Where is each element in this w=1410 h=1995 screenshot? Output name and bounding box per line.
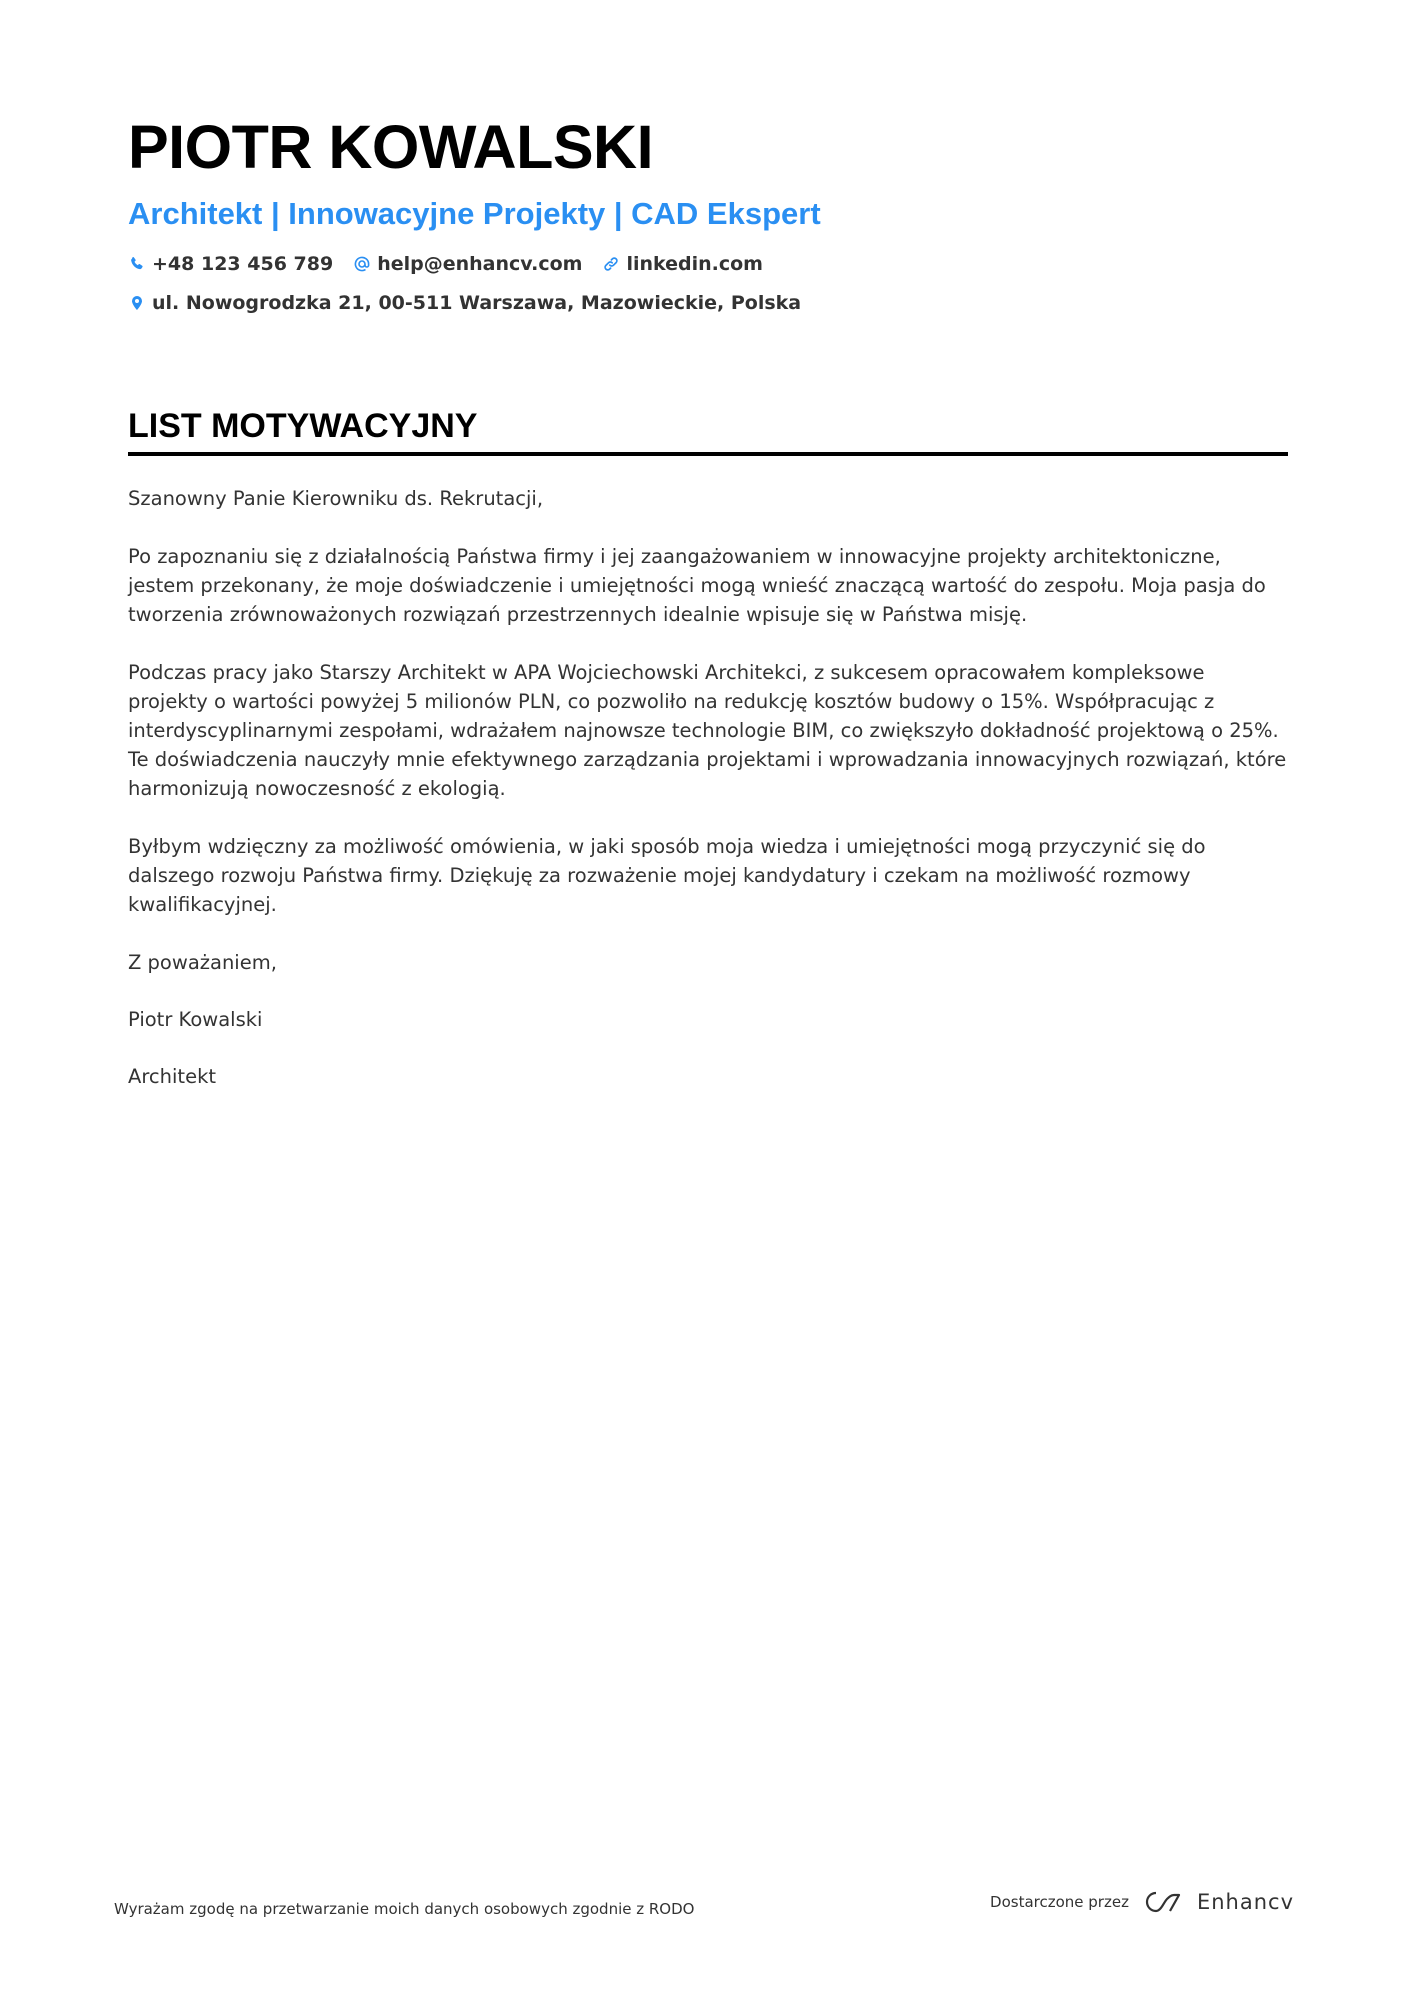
letter-body xyxy=(128,484,1288,1091)
cover-letter-section xyxy=(128,402,1288,1119)
letter-paragraph: Podczas pracy jako Starszy Architekt w APA Wojciechowski Architekci, z sukcesem opracowałem kompleksowe projekty o wartości powyżej 5 milionów PLN, co pozwoliło na redukcję kosztów budowy o 15%. Współpracując z interdyscyplinarnymi zespołami, wdrażałem najnowsze technologie BIM, co zwiększyło dokładność projektową o 25%. Te doświadczenia nauczyły mnie efektywnego zarządzania projektami i wprowadzania innowacyjnych rozwiązań, które harmonizują nowoczesność z ekologią. xyxy=(128,661,1287,800)
contact-address-text: ul. Nowogrodzka 21, 00-511 Warszawa, Mazowieckie, Polska xyxy=(152,292,802,314)
applicant-headline: Architekt | Innowacyjne Projekty | CAD Ekspert xyxy=(128,196,821,231)
contact-phone[interactable] xyxy=(128,252,333,276)
enhancv-brand: Enhancv xyxy=(1196,1890,1294,1914)
applicant-name: PIOTR KOWALSKI xyxy=(128,113,654,181)
letter-paragraph: Byłbym wdzięczny za możliwość omówienia, w jaki sposób moja wiedza i umiejętności mogą przyczynić się do dalszego rozwoju Państwa firmy. Dziękuję za rozważenie mojej kandydatury i czekam na możliwość rozmowy kwalifikacyjnej. xyxy=(128,835,1206,916)
contact-row-address xyxy=(128,291,1288,315)
powered-by[interactable] xyxy=(990,1887,1294,1917)
letter-signature-title: Architekt xyxy=(128,1065,217,1088)
gdpr-consent: Wyrażam zgodę na przetwarzanie moich danych osobowych zgodnie z RODO xyxy=(114,1900,695,1918)
contact-email-text: help@enhancv.com xyxy=(377,253,583,275)
powered-by-label: Dostarczone przez xyxy=(990,1893,1129,1911)
letter-signature-name: Piotr Kowalski xyxy=(128,1008,263,1031)
section-title: LIST MOTYWACYJNY xyxy=(128,407,478,445)
letter-paragraph: Po zapoznaniu się z działalnością Państwa firmy i jej zaangażowaniem w innowacyjne projekty architektoniczne, jestem przekonany, że moje doświadczenie i umiejętności mogą wnieść znaczącą wartość do zespołu. Moja pasja do tworzenia zrównoważonych rozwiązań przestrzennych idealnie wpisuje się w Państwa misję. xyxy=(128,545,1266,626)
location-pin-icon xyxy=(128,294,146,312)
header xyxy=(128,108,1288,315)
contact-email[interactable] xyxy=(353,252,582,276)
link-icon xyxy=(602,255,620,273)
contact-linkedin-text: linkedin.com xyxy=(626,253,763,275)
letter-salutation: Szanowny Panie Kierowniku ds. Rekrutacji, xyxy=(128,487,544,510)
contact-row-primary xyxy=(128,252,1288,276)
contact-linkedin[interactable] xyxy=(602,252,763,276)
contact-phone-text: +48 123 456 789 xyxy=(152,253,334,275)
phone-icon xyxy=(128,255,146,273)
at-icon xyxy=(353,255,371,273)
enhancv-logo-icon xyxy=(1141,1887,1187,1917)
footer xyxy=(114,1885,1294,1925)
contact-address xyxy=(128,291,801,315)
section-divider xyxy=(128,452,1288,456)
letter-closing: Z poważaniem, xyxy=(128,951,277,974)
